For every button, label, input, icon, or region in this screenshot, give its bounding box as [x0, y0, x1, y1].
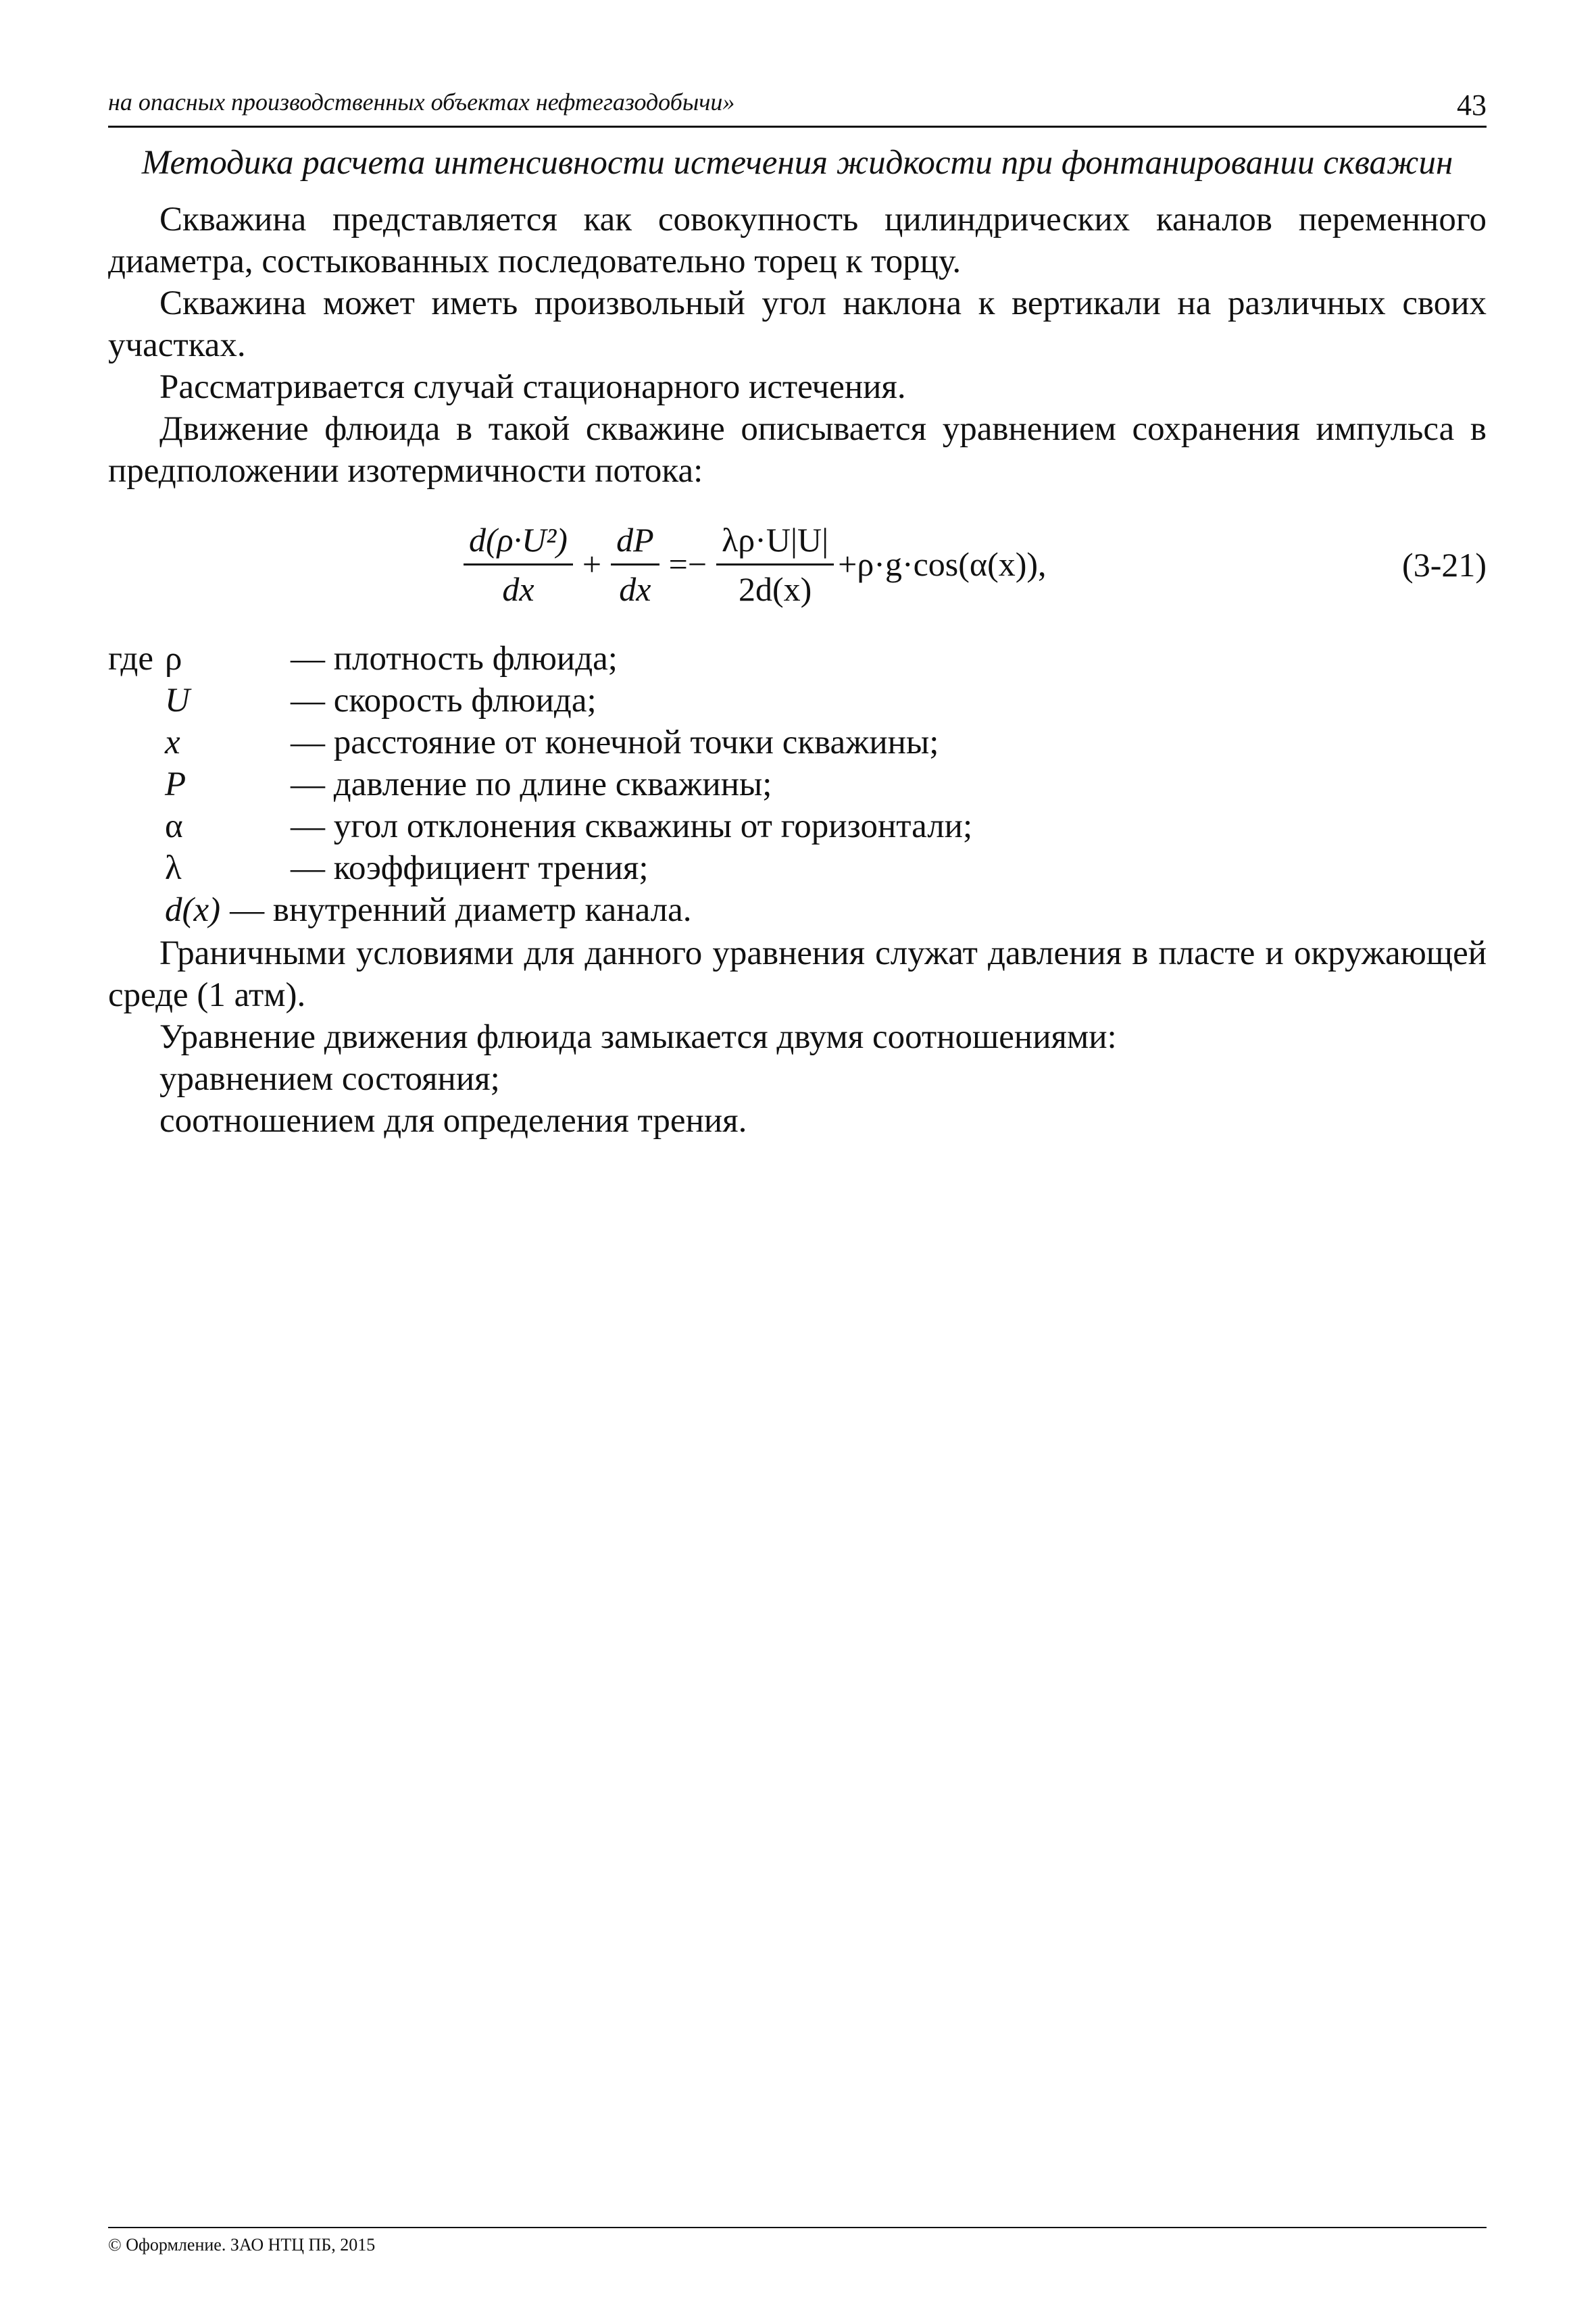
definition-symbol: x: [165, 724, 180, 761]
definition-row: [108, 889, 1487, 931]
definition-lead: где: [108, 640, 153, 678]
fraction-momentum: [464, 520, 573, 609]
definition-text: — расстояние от конечной точки скважины;: [291, 724, 939, 761]
footer-copyright: © Оформление. ЗАО НТЦ ПБ, 2015: [108, 2235, 376, 2255]
definition-row: [108, 847, 1487, 889]
running-header: [108, 88, 1487, 122]
paragraph: Рассматривается случай стационарного истечения.: [159, 368, 906, 406]
plus-sign: +: [582, 545, 602, 583]
definition-symbol: ρ: [165, 640, 182, 678]
definition-text: — коэффициент трения;: [291, 849, 649, 887]
definition-text: — скорость флюида;: [291, 682, 597, 720]
equation-number: (3-21): [1402, 546, 1487, 584]
definition-symbol: P: [165, 765, 186, 803]
fraction-numerator: dP: [611, 520, 659, 565]
symbol-definitions: [108, 638, 1487, 931]
body-text-top: [108, 199, 1487, 492]
fraction-denominator: dx: [502, 570, 534, 608]
definition-text: — внутренний диаметр канала.: [230, 891, 692, 929]
fraction-pressure: [611, 520, 659, 609]
gravity-term: +ρ·g·cos(α(x)),: [838, 545, 1047, 583]
paragraph: Граничными условиями для данного уравнения служат давления в пласте и окружающей среде (1 атм).: [108, 934, 1487, 1014]
fraction-denominator: dx: [619, 570, 651, 608]
fraction-numerator: d(ρ·U²): [464, 520, 573, 565]
definition-row: [108, 763, 1487, 805]
definition-symbol: α: [165, 807, 183, 845]
paragraph: Уравнение движения флюида замыкается двумя соотношениями:: [159, 1018, 1117, 1056]
definition-symbol: d(x): [165, 891, 221, 929]
definition-symbol: U: [165, 682, 190, 720]
paragraph: соотношением для определения трения.: [159, 1102, 747, 1140]
page-number: 43: [1457, 89, 1487, 122]
definition-row: [108, 722, 1487, 763]
definition-text: — угол отклонения скважины от горизонтали;: [291, 807, 973, 845]
running-title: на опасных производственных объектах нефтегазодобычи»: [108, 89, 735, 116]
fraction-numerator: λρ·U|U|: [716, 520, 834, 565]
fraction-friction: [716, 520, 834, 609]
paragraph: Скважина может иметь произвольный угол наклона к вертикали на различных своих участках.: [108, 284, 1487, 364]
paragraph: Скважина представляется как совокупность цилиндрических каналов переменного диаметра, состыкованных последовательно торец к торцу.: [108, 201, 1487, 280]
definition-text: — давление по длине скважины;: [291, 765, 772, 803]
equation-body: [459, 503, 1047, 625]
fraction-denominator: 2d(x): [738, 570, 812, 608]
section-title: Методика расчета интенсивности истечения жидкости при фонтанировании скважин: [141, 144, 1453, 182]
equation-3-21: [108, 503, 1487, 625]
definition-text: — плотность флюида;: [291, 640, 618, 678]
footer-rule: [108, 2227, 1487, 2228]
equals-minus-sign: =−: [668, 545, 707, 583]
body-text-bottom: [108, 932, 1487, 1142]
definition-row: [108, 638, 1487, 680]
definition-symbol: λ: [165, 849, 182, 887]
paragraph: Движение флюида в такой скважине описывается уравнением сохранения импульса в предположении изотермичности потока:: [108, 410, 1487, 490]
definition-row: [108, 680, 1487, 722]
definition-row: [108, 805, 1487, 847]
header-rule: [108, 126, 1487, 128]
paragraph: уравнением состояния;: [159, 1060, 500, 1098]
